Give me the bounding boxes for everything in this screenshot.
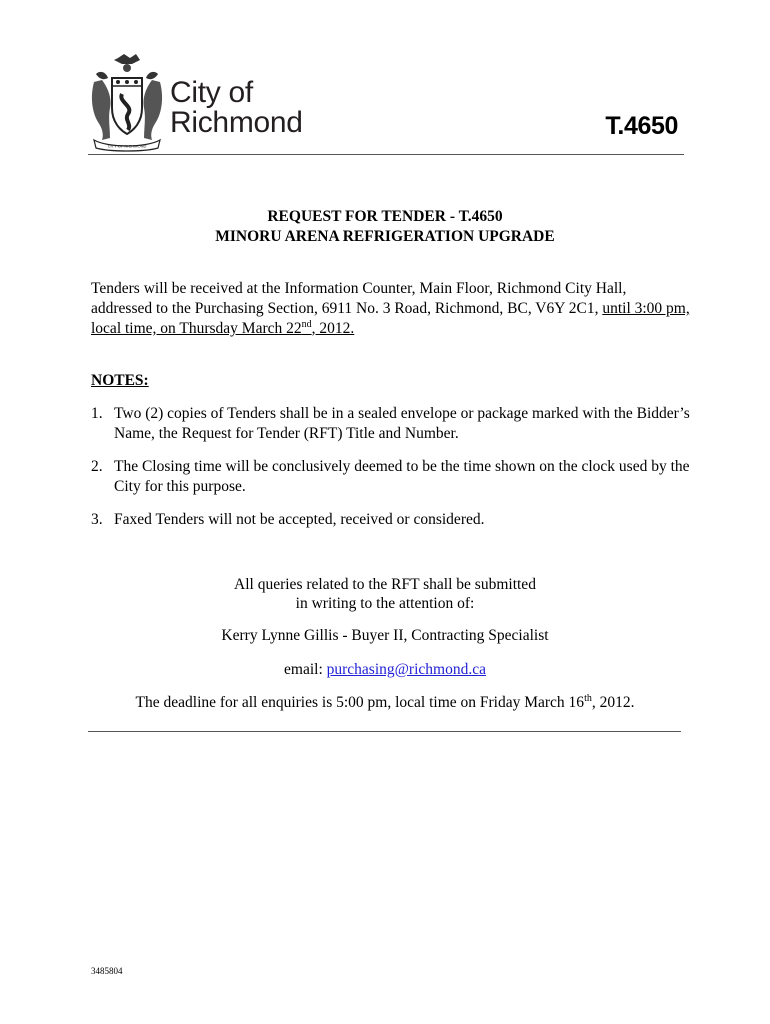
queries-line-2: in writing to the attention of: — [295, 595, 475, 612]
note-text: Faxed Tenders will not be accepted, received or considered. — [114, 511, 485, 528]
city-of-richmond-logo — [88, 52, 303, 152]
buyer-contact: Kerry Lynne Gillis - Buyer II, Contracting Specialist — [221, 627, 549, 644]
note-number: 2. — [91, 458, 103, 475]
svg-text:CITY OF RICHMOND: CITY OF RICHMOND — [107, 143, 147, 149]
logo-line-city-of: City of — [170, 76, 253, 109]
document-title — [0, 207, 770, 247]
intro-text: Tenders will be received at the Information Counter, Main Floor, Richmond City Hall, addressed to the Purchasing Section, 6911 No. 3 Road, Richmond, BC, V6Y 2C1, — [91, 280, 627, 317]
note-number: 3. — [91, 511, 103, 528]
document-id: 3485804 — [91, 966, 123, 976]
closing-deadline-year: , 2012. — [311, 320, 355, 337]
note-item — [91, 510, 691, 530]
note-text: The Closing time will be conclusively deemed to be the time shown on the clock used by the City for this purpose. — [114, 458, 690, 495]
title-line-2: MINORU ARENA REFRIGERATION UPGRADE — [215, 228, 555, 245]
closing-deadline-ordinal: nd — [301, 319, 312, 330]
document-number: T.4650 — [605, 112, 678, 140]
header-divider — [88, 154, 684, 155]
notes-heading: NOTES: — [91, 372, 149, 389]
logo-wordmark — [170, 78, 303, 138]
note-number: 1. — [91, 405, 103, 422]
title-line-1: REQUEST FOR TENDER - T.4650 — [267, 208, 503, 225]
enquiry-deadline-year: , 2012. — [591, 694, 635, 711]
enquiry-deadline-ordinal: th — [584, 693, 592, 704]
closing-deadline-text: until 3:00 pm, local time, on Thursday March 22 — [91, 300, 690, 337]
queries-line-1: All queries related to the RFT shall be submitted — [234, 576, 536, 593]
logo-line-richmond: Richmond — [170, 106, 303, 139]
footer-divider — [88, 731, 681, 732]
email-line — [0, 660, 770, 679]
queries-instructions — [0, 575, 770, 613]
notes-list — [91, 404, 691, 543]
intro-paragraph — [91, 279, 691, 339]
email-label: email: — [284, 661, 327, 678]
note-item — [91, 457, 691, 497]
enquiry-deadline — [0, 693, 770, 712]
email-link[interactable]: purchasing@richmond.ca — [326, 661, 486, 678]
coat-of-arms-icon — [88, 52, 166, 152]
note-text: Two (2) copies of Tenders shall be in a sealed envelope or package marked with the Bidder’s Name, the Request for Tender (RFT) Title and Number. — [114, 405, 690, 442]
note-item — [91, 404, 691, 444]
enquiry-deadline-text: The deadline for all enquiries is 5:00 pm, local time on Friday March 16 — [135, 694, 585, 711]
